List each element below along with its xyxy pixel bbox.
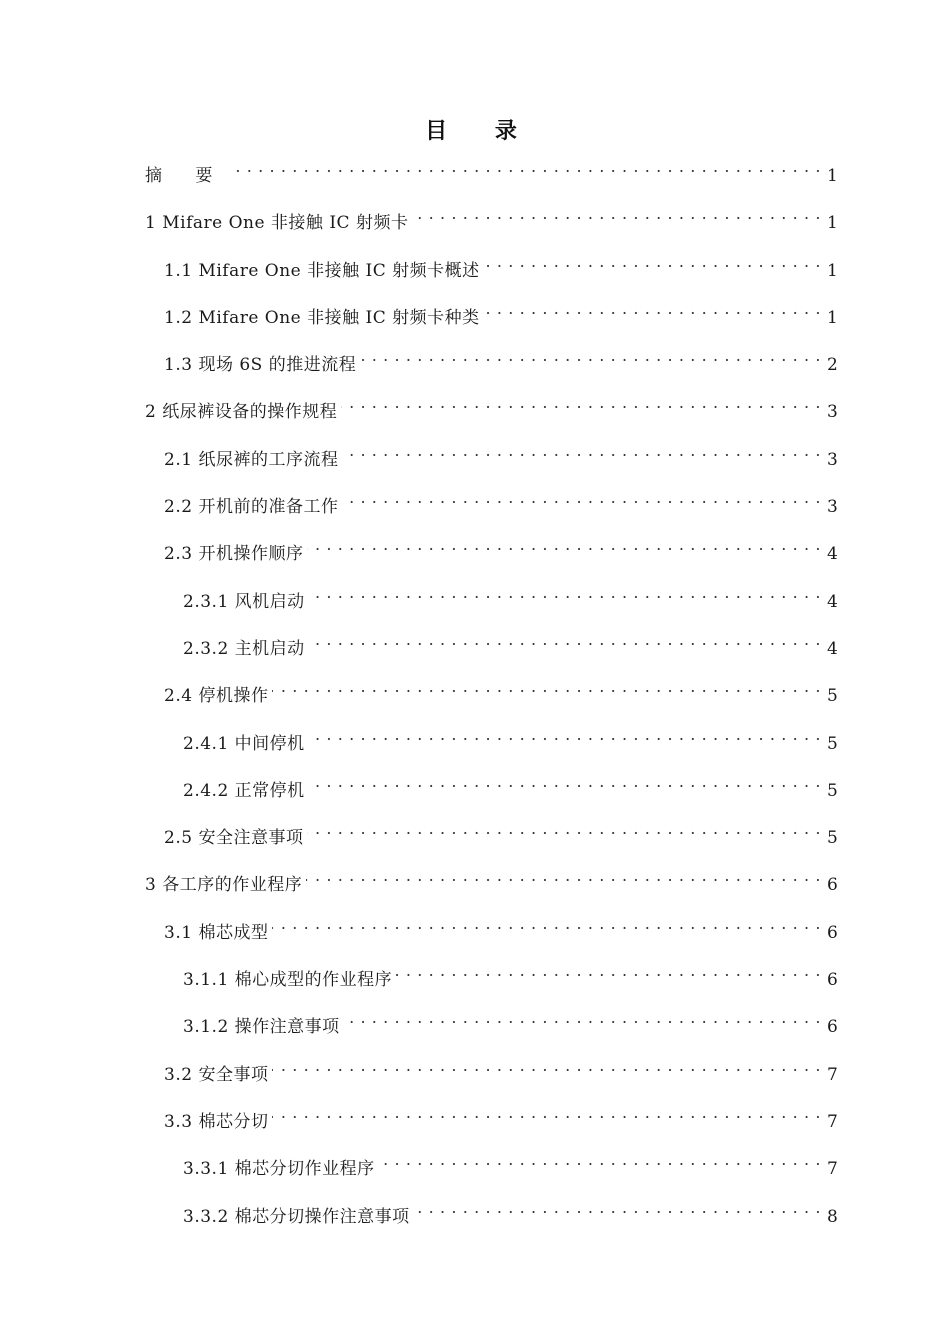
toc-page-number: 3 — [827, 449, 838, 470]
toc-entry[interactable] — [145, 1099, 837, 1146]
toc-dot-leader — [272, 1052, 821, 1080]
toc-title: 目 录 — [425, 119, 537, 144]
toc-entry[interactable] — [145, 1004, 837, 1051]
toc-dot-leader — [309, 721, 821, 749]
toc-entry-label: 2.3 开机操作顺序 — [164, 544, 304, 565]
toc-dot-leader — [309, 579, 821, 607]
toc-entry-label: 1.1 Mifare One 非接触 IC 射频卡概述 — [164, 260, 480, 281]
toc-dot-leader — [412, 200, 821, 228]
toc-page-number: 5 — [827, 733, 838, 754]
toc-dot-leader — [272, 910, 821, 938]
toc-page-number: 7 — [827, 1064, 838, 1085]
toc-entry-label: 摘 要 — [145, 166, 227, 186]
toc-entry-label: 2.2 开机前的准备工作 — [164, 497, 339, 518]
toc-page-number: 7 — [827, 1111, 838, 1132]
toc-page-number: 4 — [827, 591, 838, 612]
toc-page-number: 1 — [827, 213, 838, 234]
toc-entry-label: 3.1.1 棉心成型的作业程序 — [183, 970, 393, 991]
toc-page-number: 4 — [827, 544, 838, 565]
toc-page-number: 1 — [827, 166, 838, 186]
toc-dot-leader — [396, 957, 821, 985]
toc-dot-leader — [306, 862, 821, 890]
toc-entry-label: 2.4.1 中间停机 — [183, 733, 305, 754]
toc-dot-leader — [309, 768, 821, 796]
toc-entry[interactable] — [145, 531, 837, 578]
toc-page-number: 6 — [827, 875, 838, 896]
toc-entry-label: 3 各工序的作业程序 — [145, 875, 303, 896]
toc-dot-leader — [307, 531, 821, 559]
toc-entry[interactable] — [145, 342, 837, 389]
toc-page-number: 8 — [827, 1206, 838, 1227]
toc-entry-label: 3.3 棉芯分切 — [164, 1111, 269, 1132]
toc-entry[interactable] — [145, 957, 837, 1004]
toc-dot-leader — [379, 1146, 821, 1174]
toc-dot-leader — [341, 389, 821, 417]
toc-entry-label: 3.1 棉芯成型 — [164, 922, 269, 943]
toc-entry-label: 3.3.1 棉芯分切作业程序 — [183, 1159, 375, 1180]
toc-entry-label: 2 纸尿裤设备的操作规程 — [145, 402, 338, 423]
toc-page-number: 5 — [827, 686, 838, 707]
toc-entry-label: 1.2 Mifare One 非接触 IC 射频卡种类 — [164, 307, 480, 328]
toc-entry[interactable] — [145, 579, 837, 626]
toc-page-number: 6 — [827, 1017, 838, 1038]
toc-page-number: 4 — [827, 638, 838, 659]
toc-entry-label: 2.3.2 主机启动 — [183, 638, 305, 659]
toc-dot-leader — [272, 673, 821, 701]
toc-page-number: 3 — [827, 497, 838, 518]
toc-entry-label: 1 Mifare One 非接触 IC 射频卡 — [145, 213, 409, 234]
toc-dot-leader — [342, 437, 821, 465]
toc-page-number: 1 — [827, 260, 838, 281]
toc-dot-leader — [360, 342, 821, 370]
toc-dot-leader — [307, 815, 821, 843]
toc-page-number: 6 — [827, 970, 838, 991]
toc-entry[interactable] — [145, 721, 837, 768]
toc-page-number: 1 — [827, 307, 838, 328]
toc-dot-leader — [484, 295, 821, 323]
toc-entry[interactable] — [145, 862, 837, 909]
toc-entry-label: 2.1 纸尿裤的工序流程 — [164, 449, 339, 470]
toc-dot-leader — [272, 1099, 821, 1127]
toc-entry[interactable] — [145, 768, 837, 815]
toc-page-number: 5 — [827, 828, 838, 849]
toc-dot-leader — [484, 248, 821, 276]
toc-entry-label: 3.3.2 棉芯分切操作注意事项 — [183, 1206, 410, 1227]
toc-entry-label: 2.5 安全注意事项 — [164, 828, 304, 849]
toc-dot-leader — [309, 626, 821, 654]
toc-entry-label: 2.4 停机操作 — [164, 686, 269, 707]
toc-entry[interactable] — [145, 1146, 837, 1193]
toc-entry[interactable] — [145, 626, 837, 673]
toc-dot-leader — [414, 1194, 821, 1222]
toc-page-number: 2 — [827, 355, 838, 376]
toc-dot-leader — [342, 484, 821, 512]
toc-entry[interactable] — [145, 815, 837, 862]
toc-list — [145, 153, 837, 1241]
toc-entry-label: 3.2 安全事项 — [164, 1064, 269, 1085]
toc-entry-label: 2.4.2 正常停机 — [183, 780, 305, 801]
toc-entry[interactable] — [145, 153, 837, 200]
toc-entry[interactable] — [145, 1194, 837, 1241]
toc-dot-leader — [230, 153, 821, 181]
toc-page-number: 3 — [827, 402, 838, 423]
toc-page-number: 6 — [827, 922, 838, 943]
toc-entry[interactable] — [145, 200, 837, 247]
toc-entry-label: 3.1.2 操作注意事项 — [183, 1017, 340, 1038]
toc-dot-leader — [344, 1004, 821, 1032]
toc-entry-label: 2.3.1 风机启动 — [183, 591, 305, 612]
toc-entry[interactable] — [145, 389, 837, 436]
toc-entry[interactable] — [145, 1052, 837, 1099]
toc-entry[interactable] — [145, 437, 837, 484]
toc-page-number: 5 — [827, 780, 838, 801]
toc-entry[interactable] — [145, 248, 837, 295]
toc-entry[interactable] — [145, 484, 837, 531]
toc-entry[interactable] — [145, 910, 837, 957]
toc-entry[interactable] — [145, 673, 837, 720]
toc-page-number: 7 — [827, 1159, 838, 1180]
toc-entry-label: 1.3 现场 6S 的推进流程 — [164, 355, 357, 376]
toc-entry[interactable] — [145, 295, 837, 342]
